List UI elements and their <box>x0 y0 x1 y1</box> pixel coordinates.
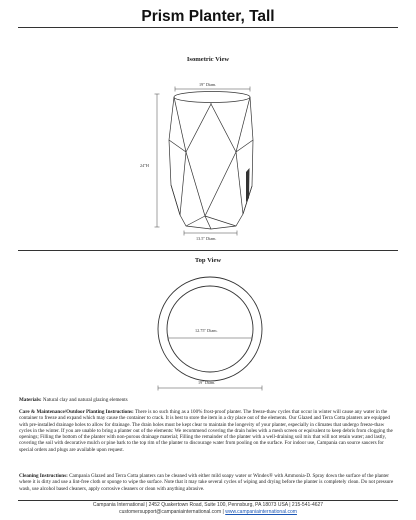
isometric-view-heading: Isometric View <box>186 56 230 63</box>
materials-label: Materials: <box>19 397 42 403</box>
materials-text: Natural clay and natural glazing elements <box>41 397 128 403</box>
footer-address: Campania International | 2452 Quakertown Road, Suite 100, Pennsburg, PA 18073 USA | 215-541-4627 <box>92 502 324 508</box>
isometric-height: 24"H <box>140 163 149 168</box>
footer-email[interactable]: customersupport@campaniainternational.com <box>119 509 222 515</box>
footer-contact <box>0 509 416 515</box>
care-label: Care & Maintenance/Outdoor Planting Instructions: <box>19 409 134 415</box>
cleaning-label: Cleaning Instructions: <box>19 473 68 479</box>
footer-divider <box>18 500 398 501</box>
isometric-base-diameter: 13.5" Diam. <box>196 236 217 241</box>
cleaning-paragraph <box>19 473 398 492</box>
footer-website-link[interactable]: www.campaniainternational.com <box>225 509 297 515</box>
care-paragraph <box>19 409 398 453</box>
page-title: Prism Planter, Tall <box>141 8 275 25</box>
care-text: There is no such thing as a 100% frost-proof planter. The freeze-thaw cycles that occur in winter will cause any water in the container to freeze and expand which may cause the container to crack. It is best to store the item in a dry place out of the elements. Our Glazed and Terra Cotta planters are equipped with pre-installed drainage holes to allow for drainage. The drain holes must be kept clear to maintain the longevity of your planter, especially in climates that undergo freeze-thaw cycles in the winter. If you are unable to bring a planter out of the elements: We recommend covering the drain holes with a mesh screen or equivalent to keep debris from clogging the openings; Filling the bottom of the planter with non-porous drainage material; Filling the remainder of the planter with a well-draining soil mix that will not retain water; and lastly, covering the soil with decorative mulch or pine bark to the top rim of the planter to discourage water from pooling on the surface. For indoor use, Campania can source saucers for special orders and plugs are available upon request. <box>19 409 393 453</box>
cleaning-text: Campania Glazed and Terra Cotta planters can be cleaned with either mild soapy water or Windex® with Ammonia-D. Spray down the surface of the planter where it is dirty and use a lint-free cloth or sponge to wipe the surface. Note that it may take several cycles of wiping and drying before the planter is completely clean. Do not pressure wash, use alcohol based cleaners, apply corrosive cleaners or clean with anything abrasive. <box>19 473 394 492</box>
materials-paragraph <box>19 397 398 403</box>
top-view-outer-diameter: 19" Diam. <box>198 380 216 385</box>
isometric-top-diameter: 19" Diam. <box>199 82 217 87</box>
top-view-inner-diameter: 12.75" Diam. <box>195 328 218 333</box>
top-view-heading: Top View <box>194 257 222 264</box>
footer-separator: | <box>221 509 226 515</box>
